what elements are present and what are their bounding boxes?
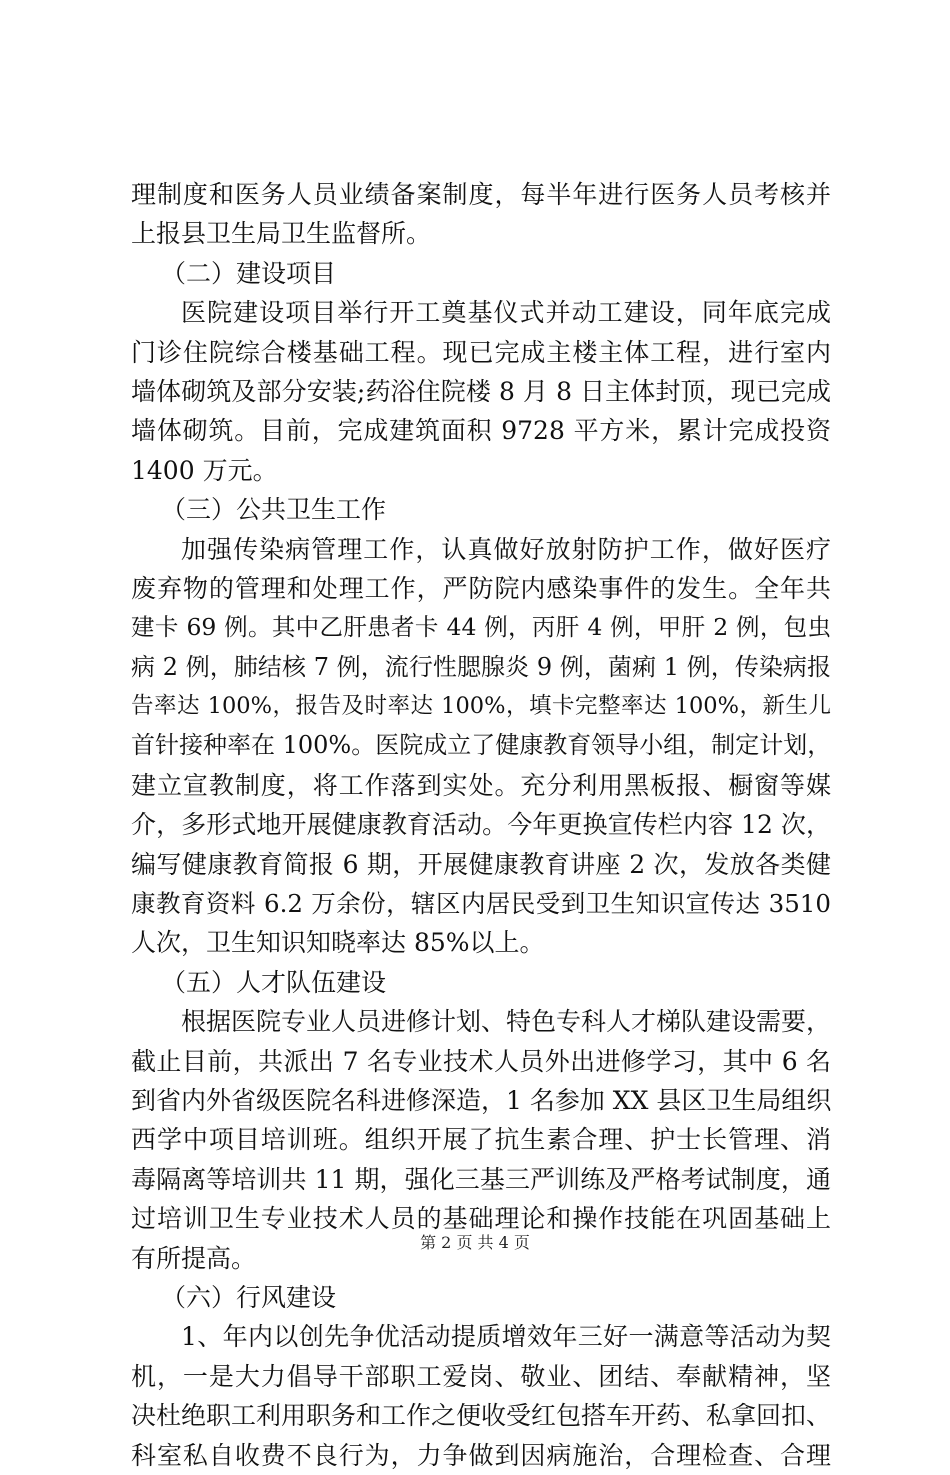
text-line: 机，一是大力倡导干部职工爱岗、敬业、团结、奉献精神，坚 (131, 1361, 831, 1391)
text-line: 西学中项目培训班。组织开展了抗生素合理、护士长管理、消 (131, 1125, 831, 1155)
text-line: 上报县卫生局卫生监督所。 (131, 219, 432, 249)
text-line: 过培训卫生专业技术人员的基础理论和操作技能在巩固基础上 (131, 1204, 831, 1234)
text-line: 墙体砌筑。目前，完成建筑面积 9728 平方米，累计完成投资 (131, 416, 831, 446)
text-line: 告率达 100%，报告及时率达 100%，填卡完整率达 100%，新生儿 (131, 693, 831, 720)
text-line: 截止目前，共派出 7 名专业技术人员外出进修学习，其中 6 名 (131, 1046, 831, 1076)
text-line: 毒隔离等培训共 11 期，强化三基三严训练及严格考试制度，通 (131, 1164, 831, 1194)
document-body (131, 175, 831, 1475)
section-heading: （六）行风建设 (161, 1282, 337, 1312)
text-line: 1、年内以创先争优活动提质增效年三好一满意等活动为契 (181, 1322, 831, 1352)
text-line: 理制度和医务人员业绩备案制度，每半年进行医务人员考核并 (131, 180, 831, 209)
text-line: 建立宣教制度，将工作落到实处。充分利用黑板报、橱窗等媒 (131, 770, 831, 800)
text-line: 加强传染病管理工作，认真做好放射防护工作，做好医疗 (181, 534, 831, 564)
text-line: 首针接种率在 100%。医院成立了健康教育领导小组，制定计划， (131, 731, 832, 760)
page-footer: 第 2 页 共 4 页 (420, 1233, 530, 1252)
text-line: 编写健康教育简报 6 期，开展健康教育讲座 2 次，发放各类健 (131, 849, 831, 879)
text-line: 废弃物的管理和处理工作，严防院内感染事件的发生。全年共 (131, 573, 831, 603)
text-line: 到省内外省级医院名科进修深造，1 名参加 XX 县区卫生局组织 (131, 1085, 832, 1115)
text-line: 医院建设项目举行开工奠基仪式并动工建设，同年底完成 (181, 298, 831, 328)
text-line: 康教育资料 6.2 万余份，辖区内居民受到卫生知识宣传达 3510 (131, 889, 831, 919)
section-heading: （五）人才队伍建设 (161, 967, 387, 997)
text-line: 建卡 69 例。其中乙肝患者卡 44 例，丙肝 4 例，甲肝 2 例，包虫 (131, 613, 831, 642)
text-line: 门诊住院综合楼基础工程。现已完成主楼主体工程，进行室内 (131, 337, 831, 367)
text-line: 决杜绝职工利用职务和工作之便收受红包搭车开药、私拿回扣、 (131, 1401, 832, 1431)
text-line: 根据医院专业人员进修计划、特色专科人才梯队建设需要， (181, 1007, 832, 1037)
text-line: 病 2 例，肺结核 7 例，流行性腮腺炎 9 例，菌痢 1 例，传染病报 (131, 652, 831, 681)
section-heading: （二）建设项目 (161, 258, 337, 288)
text-line: 墙体砌筑及部分安装;药浴住院楼 8 月 8 日主体封顶，现已完成 (131, 376, 831, 406)
text-line: 1400 万元。 (131, 455, 278, 485)
section-heading: （三）公共卫生工作 (161, 495, 387, 525)
text-line: 人次，卫生知识知晓率达 85%以上。 (131, 928, 545, 958)
text-line: 介，多形式地开展健康教育活动。今年更换宣传栏内容 12 次， (131, 810, 831, 840)
text-line: 科室私自收费不良行为，力争做到因病施治，合理检查、合理 (131, 1440, 831, 1470)
text-line: 有所提高。 (131, 1243, 257, 1273)
